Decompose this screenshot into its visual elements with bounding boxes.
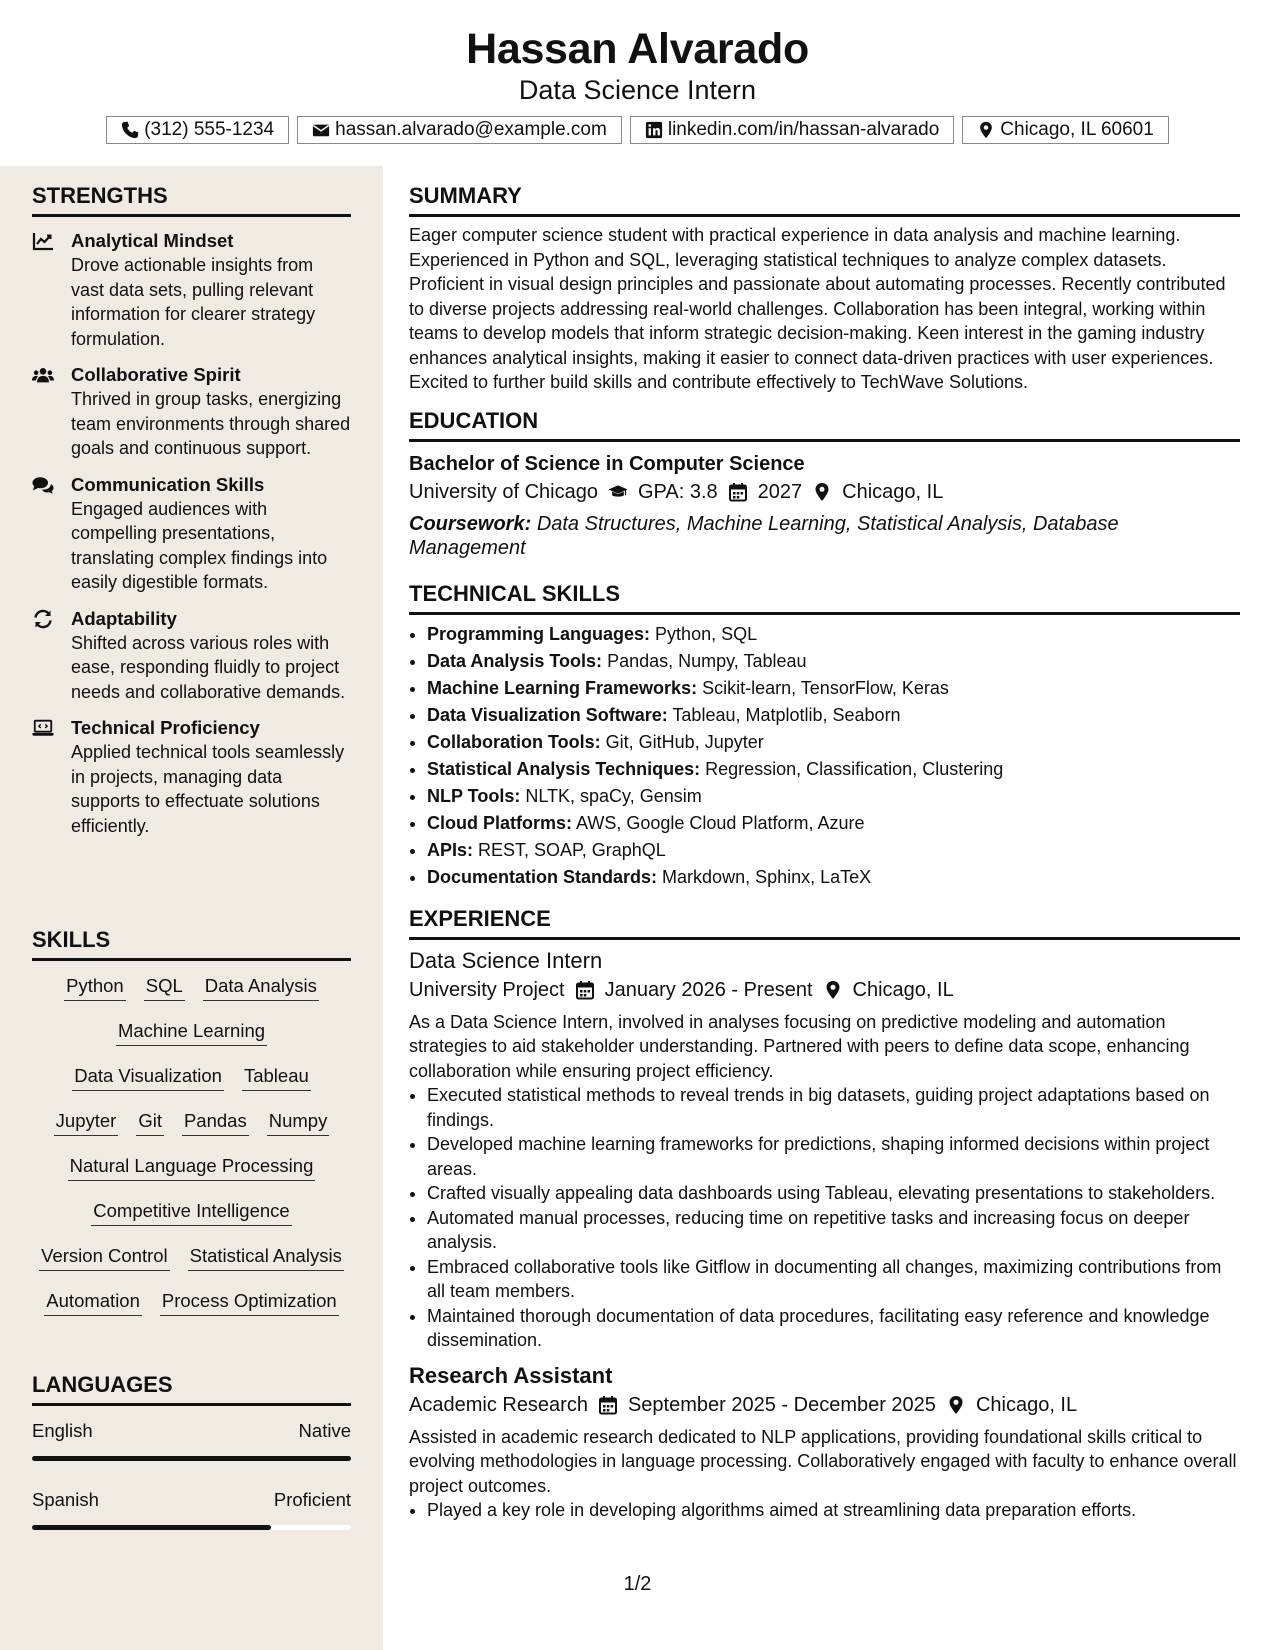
job-title: Research Assistant bbox=[409, 1362, 613, 1388]
skills-title: SKILLS bbox=[32, 926, 351, 961]
contact-bar bbox=[0, 116, 1275, 144]
list-item: • Developed machine learning frameworks for predictions, shaping informed decisions within project areas. bbox=[427, 1132, 1240, 1181]
experience-section bbox=[409, 905, 1240, 1523]
linkedin-text: linkedin.com/in/hassan-alvarado bbox=[667, 119, 940, 140]
skill-chip: Automation bbox=[44, 1290, 142, 1316]
languages-section bbox=[32, 1371, 351, 1544]
skill-label: Documentation Standards: bbox=[427, 866, 658, 887]
strength-title: Analytical Mindset bbox=[71, 230, 234, 251]
skill-value: Regression, Classification, Clustering bbox=[705, 758, 1004, 779]
skill-chip: Data Visualization bbox=[72, 1065, 224, 1091]
technical-skills-list bbox=[409, 621, 1240, 891]
skill-chip: Natural Language Processing bbox=[68, 1155, 316, 1181]
language-item bbox=[32, 1475, 351, 1544]
laptop-code-icon bbox=[32, 718, 54, 738]
map-marker-icon bbox=[812, 482, 832, 502]
strength-item bbox=[32, 363, 351, 461]
contact-phone[interactable] bbox=[106, 116, 289, 144]
job-title: Data Science Intern bbox=[409, 947, 603, 973]
skill-value: NLTK, spaCy, Gensim bbox=[525, 785, 702, 806]
skill-label: NLP Tools: bbox=[427, 785, 521, 806]
skill-value: AWS, Google Cloud Platform, Azure bbox=[576, 812, 865, 833]
comments-icon bbox=[32, 475, 54, 495]
strength-desc: Applied technical tools seamlessly in projects, managing data supports to effectuate solutions efficiently. bbox=[71, 742, 345, 836]
skills-row bbox=[32, 1190, 351, 1235]
list-item: • Automated manual processes, reducing time on repetitive tasks and increasing focus on deeper analysis. bbox=[427, 1206, 1240, 1255]
list-item: • Maintained thorough documentation of data procedures, facilitating easy reference and knowledge dissemination. bbox=[427, 1304, 1240, 1353]
skill-value: Pandas, Numpy, Tableau bbox=[607, 650, 807, 671]
chart-line-icon bbox=[32, 231, 54, 251]
email-text: hassan.alvarado@example.com bbox=[335, 119, 607, 140]
page-number: 1/2 bbox=[623, 1573, 652, 1595]
skill-value: Scikit-learn, TensorFlow, Keras bbox=[702, 677, 949, 698]
contact-linkedin[interactable] bbox=[630, 116, 954, 144]
graduation-year: 2027 bbox=[757, 480, 803, 503]
strength-title: Technical Proficiency bbox=[71, 717, 260, 738]
job-bullets bbox=[409, 1498, 1240, 1523]
education-location: Chicago, IL bbox=[842, 480, 944, 503]
job-bullets bbox=[409, 1083, 1240, 1353]
list-item: • Executed statistical methods to reveal trends in big datasets, guiding project adaptations based on findings. bbox=[427, 1083, 1240, 1132]
strength-desc: Shifted across various roles with ease, responding fluidly to project needs and collaborative demands. bbox=[71, 632, 346, 702]
list-item: • Played a key role in developing algorithms aimed at streamlining data preparation efforts. bbox=[427, 1498, 1240, 1523]
map-marker-icon bbox=[977, 121, 995, 139]
skill-value: REST, SOAP, GraphQL bbox=[478, 839, 666, 860]
map-marker-icon bbox=[823, 980, 843, 1000]
job-dates: September 2025 - December 2025 bbox=[627, 1393, 936, 1416]
strength-title: Collaborative Spirit bbox=[71, 364, 241, 385]
job-meta bbox=[409, 976, 1240, 1004]
education-section bbox=[409, 407, 1240, 560]
job-dates: January 2026 - Present bbox=[604, 978, 813, 1001]
contact-location bbox=[962, 116, 1169, 144]
technical-skills-title: TECHNICAL SKILLS bbox=[409, 580, 1240, 615]
list-item: • Embraced collaborative tools like Gitflow in documenting all changes, maximizing contributions from all team members. bbox=[427, 1255, 1240, 1304]
list-item bbox=[427, 810, 1240, 837]
language-level: Proficient bbox=[273, 1489, 351, 1510]
strength-item bbox=[32, 229, 351, 351]
list-item bbox=[427, 702, 1240, 729]
summary-section bbox=[409, 182, 1240, 395]
skill-chip: Version Control bbox=[39, 1245, 169, 1271]
list-item bbox=[427, 675, 1240, 702]
skills-row bbox=[32, 1235, 351, 1280]
skill-label: Data Analysis Tools: bbox=[427, 650, 603, 671]
map-marker-icon bbox=[946, 1395, 966, 1415]
languages-title: LANGUAGES bbox=[32, 1371, 351, 1406]
coursework bbox=[409, 512, 1240, 560]
skill-chip: Numpy bbox=[267, 1110, 330, 1136]
main-content bbox=[409, 166, 1240, 1523]
skill-chip: Tableau bbox=[242, 1065, 311, 1091]
skill-chip: Statistical Analysis bbox=[188, 1245, 344, 1271]
job-location: Chicago, IL bbox=[975, 1393, 1078, 1416]
skill-label: APIs: bbox=[427, 839, 474, 860]
list-item bbox=[427, 837, 1240, 864]
job-org: Academic Research bbox=[409, 1393, 588, 1416]
language-name: Spanish bbox=[32, 1489, 99, 1510]
job-meta bbox=[409, 1391, 1240, 1419]
calendar-icon bbox=[598, 1395, 618, 1415]
users-icon bbox=[32, 365, 54, 385]
envelope-icon bbox=[312, 121, 330, 139]
strength-desc: Thrived in group tasks, energizing team environments through shared goals and continuous support. bbox=[71, 389, 351, 458]
skill-label: Data Visualization Software: bbox=[427, 704, 668, 725]
skills-row bbox=[32, 1100, 351, 1145]
skill-chip: Git bbox=[136, 1110, 164, 1136]
strengths-title: STRENGTHS bbox=[32, 182, 351, 217]
candidate-role: Data Science Intern bbox=[518, 75, 757, 105]
job-org: University Project bbox=[409, 978, 565, 1001]
list-item bbox=[427, 864, 1240, 891]
skill-value: Tableau, Matplotlib, Seaborn bbox=[672, 704, 901, 725]
skill-chip: Data Analysis bbox=[203, 975, 319, 1001]
job-location: Chicago, IL bbox=[852, 978, 954, 1001]
language-bar-fill bbox=[32, 1525, 271, 1530]
location-text: Chicago, IL 60601 bbox=[1000, 119, 1154, 140]
graduation-cap-icon bbox=[608, 482, 628, 502]
list-item bbox=[427, 729, 1240, 756]
skills-row bbox=[32, 1010, 351, 1055]
list-item bbox=[427, 621, 1240, 648]
coursework-list: Data Structures, Machine Learning, Statistical Analysis, Database Management bbox=[409, 512, 1119, 559]
job-entry bbox=[409, 946, 1240, 1353]
job-entry bbox=[409, 1361, 1240, 1523]
language-name: English bbox=[32, 1420, 93, 1441]
resume-header bbox=[0, 0, 1275, 166]
skill-chip: Pandas bbox=[182, 1110, 249, 1136]
coursework-label: Coursework: bbox=[409, 512, 532, 535]
technical-skills-section bbox=[409, 580, 1240, 891]
skill-chip: Machine Learning bbox=[116, 1020, 267, 1046]
summary-title: SUMMARY bbox=[409, 182, 1240, 217]
skill-chip: SQL bbox=[144, 975, 185, 1001]
skills-row bbox=[32, 1055, 351, 1100]
strength-title: Communication Skills bbox=[71, 473, 265, 495]
job-description: Assisted in academic research dedicated to NLP applications, providing foundational skills critical to evolving methodologies in language processing. Collaboratively engaged with faculty to enhance overall project outcomes. bbox=[409, 1426, 1237, 1496]
strength-desc: Engaged audiences with compelling presentations, translating complex findings into easily digestible formats. bbox=[71, 498, 328, 592]
skills-row bbox=[32, 1145, 351, 1190]
list-item bbox=[427, 756, 1240, 783]
skill-chip: Jupyter bbox=[54, 1110, 119, 1136]
strength-item bbox=[32, 473, 351, 595]
language-bar bbox=[32, 1456, 351, 1461]
skill-label: Programming Languages: bbox=[427, 623, 651, 644]
skill-chip: Python bbox=[64, 975, 126, 1001]
candidate-name: Hassan Alvarado bbox=[466, 25, 809, 73]
skill-label: Collaboration Tools: bbox=[427, 731, 601, 752]
skill-chip: Process Optimization bbox=[160, 1290, 339, 1316]
skills-section bbox=[32, 926, 351, 1325]
education-title: EDUCATION bbox=[409, 407, 1240, 442]
education-meta bbox=[409, 478, 1240, 506]
phone-text: (312) 555-1234 bbox=[144, 119, 275, 140]
skill-value: Python, SQL bbox=[655, 623, 758, 644]
strength-item bbox=[32, 716, 351, 838]
phone-icon bbox=[121, 121, 139, 139]
list-item: • Crafted visually appealing data dashboards using Tableau, elevating presentations to stakeholders. bbox=[427, 1181, 1240, 1206]
linkedin-icon bbox=[645, 121, 663, 139]
skill-value: Git, GitHub, Jupyter bbox=[605, 731, 764, 752]
language-bar-fill bbox=[32, 1456, 351, 1461]
skill-label: Cloud Platforms: bbox=[427, 812, 573, 833]
skills-row bbox=[32, 1280, 351, 1325]
skill-label: Machine Learning Frameworks: bbox=[427, 677, 698, 698]
strength-item bbox=[32, 607, 351, 705]
language-item bbox=[32, 1406, 351, 1475]
sync-icon bbox=[32, 609, 54, 629]
language-bar bbox=[32, 1525, 351, 1530]
degree: Bachelor of Science in Computer Science bbox=[409, 452, 805, 475]
contact-email[interactable] bbox=[297, 116, 622, 144]
calendar-icon bbox=[728, 482, 748, 502]
calendar-icon bbox=[575, 980, 595, 1000]
skills-row bbox=[32, 965, 351, 1010]
skill-label: Statistical Analysis Techniques: bbox=[427, 758, 701, 779]
experience-title: EXPERIENCE bbox=[409, 905, 1240, 940]
skill-chip: Competitive Intelligence bbox=[91, 1200, 291, 1226]
list-item bbox=[427, 648, 1240, 675]
list-item bbox=[427, 783, 1240, 810]
sidebar bbox=[0, 166, 383, 1650]
strength-desc: Drove actionable insights from vast data sets, pulling relevant information for clearer strategy formulation. bbox=[71, 255, 316, 349]
job-description: As a Data Science Intern, involved in analyses focusing on predictive modeling and automation strategies to aid stakeholder understanding. Partnered with peers to define data scope, enhancing collaboration while ensuring project efficiency. bbox=[409, 1011, 1190, 1081]
language-level: Native bbox=[298, 1420, 351, 1441]
strengths-section bbox=[32, 182, 351, 838]
skill-value: Markdown, Sphinx, LaTeX bbox=[662, 866, 872, 887]
summary-text: Eager computer science student with practical experience in data analysis and machine learning. Experienced in Python and SQL, leveraging statistical techniques to analyze complex datasets. Proficient in visual design principles and passionate about automating processes. Recently contributed to diverse projects addressing real-world challenges. Collaboration has been integral, working within teams to develop models that inform strategic decision-making. Keen interest in the gaming industry enhances analytical insights, making it easier to connect data-driven practices with user experiences. Excited to further build skills and contribute effectively to TechWave Solutions. bbox=[409, 225, 1226, 392]
school-name: University of Chicago bbox=[409, 480, 598, 503]
gpa: GPA: 3.8 bbox=[637, 480, 718, 503]
strength-title: Adaptability bbox=[71, 607, 177, 629]
